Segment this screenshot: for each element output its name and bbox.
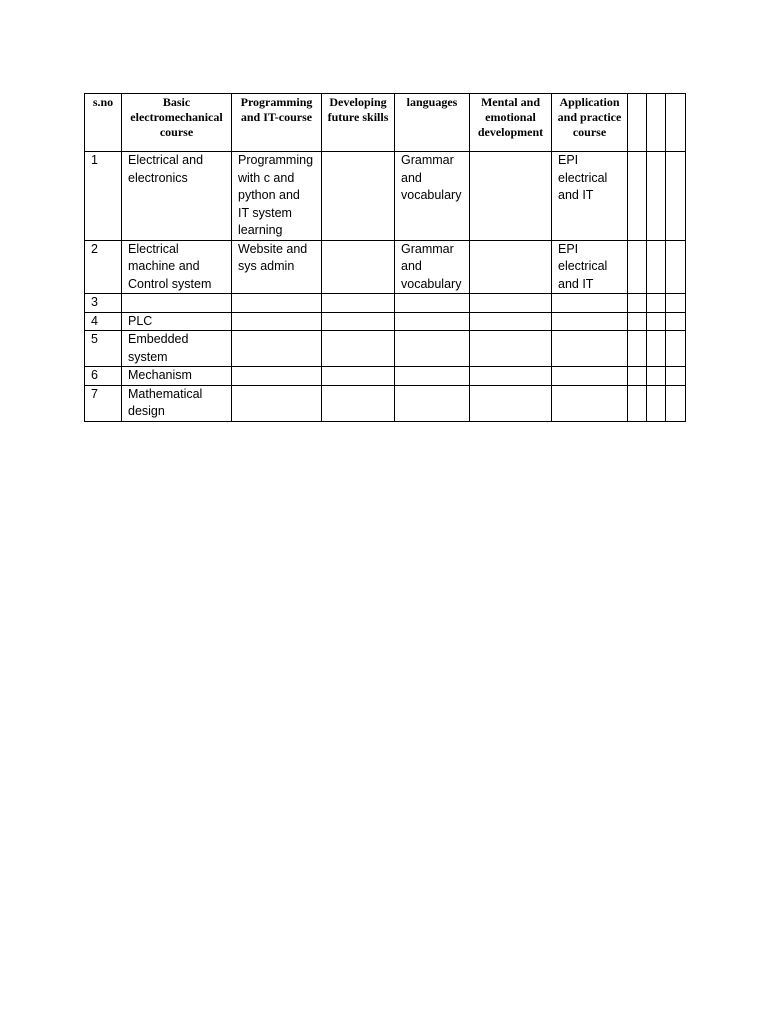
table-cell-sno: 1: [85, 152, 122, 241]
table-cell-extra-2: [647, 312, 666, 331]
table-cell-sno: 3: [85, 294, 122, 313]
table-row: [85, 385, 686, 421]
table-cell-future-skills: [322, 294, 395, 313]
table-cell-future-skills: [322, 331, 395, 367]
table-cell-programming: [232, 367, 322, 386]
table-cell-extra-3: [666, 294, 686, 313]
header-empty-1: [628, 94, 647, 152]
table-row: [85, 294, 686, 313]
table-cell-extra-2: [647, 152, 666, 241]
table-cell-basic: Mathematical design: [122, 385, 232, 421]
table-cell-mental: [470, 331, 552, 367]
table-cell-application: [552, 385, 628, 421]
header-programming-it: Programming and IT-course: [232, 94, 322, 152]
table-cell-programming: [232, 294, 322, 313]
table-cell-extra-3: [666, 385, 686, 421]
table-cell-extra-3: [666, 312, 686, 331]
header-empty-2: [647, 94, 666, 152]
course-table: [84, 93, 686, 422]
table-cell-basic: Electrical machine and Control system: [122, 240, 232, 294]
table-cell-extra-1: [628, 312, 647, 331]
table-cell-extra-2: [647, 385, 666, 421]
table-cell-extra-3: [666, 331, 686, 367]
table-cell-application: [552, 331, 628, 367]
table-cell-programming: [232, 331, 322, 367]
table-row: [85, 312, 686, 331]
table-row: [85, 331, 686, 367]
table-cell-sno: 7: [85, 385, 122, 421]
table-cell-basic: PLC: [122, 312, 232, 331]
table-cell-languages: [395, 294, 470, 313]
table-cell-application: EPI electrical and IT: [552, 240, 628, 294]
table-cell-basic: Mechanism: [122, 367, 232, 386]
table-cell-future-skills: [322, 367, 395, 386]
table-cell-extra-2: [647, 367, 666, 386]
table-cell-extra-1: [628, 240, 647, 294]
table-cell-basic: [122, 294, 232, 313]
table-cell-extra-2: [647, 294, 666, 313]
table-cell-mental: [470, 294, 552, 313]
table-cell-sno: 5: [85, 331, 122, 367]
table-cell-sno: 2: [85, 240, 122, 294]
table-cell-extra-3: [666, 152, 686, 241]
table-cell-mental: [470, 152, 552, 241]
table-header-row: [85, 94, 686, 152]
table-cell-mental: [470, 367, 552, 386]
header-application-practice: Application and practice course: [552, 94, 628, 152]
table-cell-programming: [232, 312, 322, 331]
table-cell-sno: 4: [85, 312, 122, 331]
table-cell-languages: [395, 367, 470, 386]
table-cell-programming: Programming with c and python and IT system learning: [232, 152, 322, 241]
table-row: [85, 240, 686, 294]
table-cell-extra-2: [647, 331, 666, 367]
table-cell-future-skills: [322, 152, 395, 241]
table-cell-languages: [395, 331, 470, 367]
header-developing-future-skills: Developing future skills: [322, 94, 395, 152]
table-cell-application: EPI electrical and IT: [552, 152, 628, 241]
header-empty-3: [666, 94, 686, 152]
table-row: [85, 367, 686, 386]
table-cell-basic: Embedded system: [122, 331, 232, 367]
table-cell-future-skills: [322, 240, 395, 294]
table-cell-programming: [232, 385, 322, 421]
table-cell-mental: [470, 312, 552, 331]
table-cell-extra-1: [628, 152, 647, 241]
table-body: [85, 152, 686, 422]
table-cell-application: [552, 312, 628, 331]
table-cell-future-skills: [322, 385, 395, 421]
table-cell-application: [552, 294, 628, 313]
table-cell-basic: Electrical and electronics: [122, 152, 232, 241]
table-cell-programming: Website and sys admin: [232, 240, 322, 294]
table-cell-extra-3: [666, 367, 686, 386]
table-cell-mental: [470, 385, 552, 421]
header-mental-emotional: Mental and emotional development: [470, 94, 552, 152]
table-cell-application: [552, 367, 628, 386]
header-basic-electromechanical: Basic electromechanical course: [122, 94, 232, 152]
table-row: [85, 152, 686, 241]
table-cell-languages: [395, 385, 470, 421]
table-cell-extra-2: [647, 240, 666, 294]
table-cell-extra-1: [628, 294, 647, 313]
table-cell-sno: 6: [85, 367, 122, 386]
table-cell-languages: Grammar and vocabulary: [395, 152, 470, 241]
table-cell-extra-1: [628, 385, 647, 421]
table-cell-extra-1: [628, 367, 647, 386]
table-cell-languages: Grammar and vocabulary: [395, 240, 470, 294]
header-languages: languages: [395, 94, 470, 152]
table-cell-extra-3: [666, 240, 686, 294]
table-cell-mental: [470, 240, 552, 294]
table-cell-future-skills: [322, 312, 395, 331]
header-sno: s.no: [85, 94, 122, 152]
table-cell-languages: [395, 312, 470, 331]
table-cell-extra-1: [628, 331, 647, 367]
